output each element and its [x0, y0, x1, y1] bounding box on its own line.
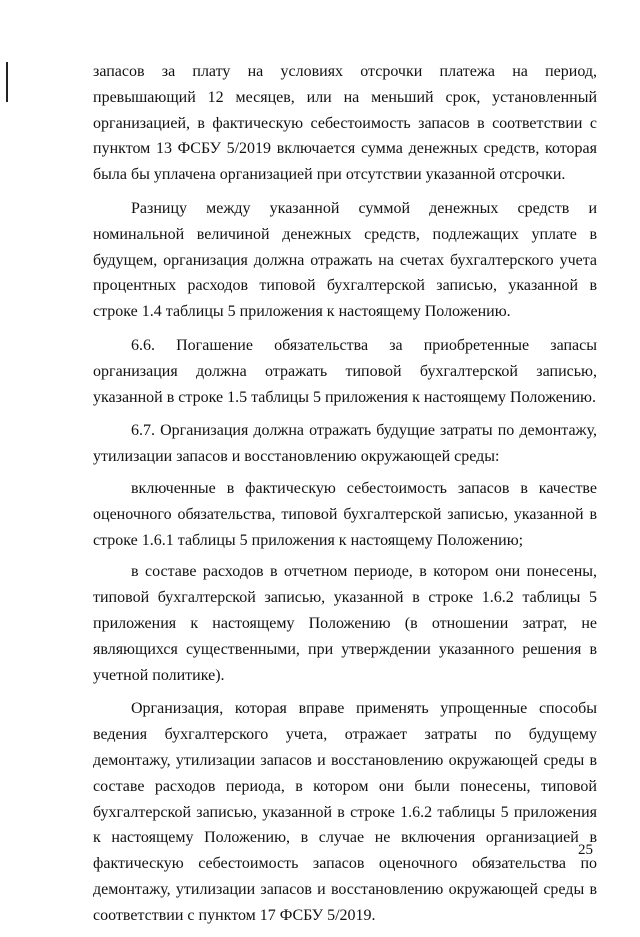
paragraph-continuation: запасов за плату на условиях отсрочки платежа на период, превышающий 12 месяцев, или на меньший срок, установленный организацией, в фактическую себестоимость запасов в соответствии с пунктом 13 ФСБУ 5/2019 включается сумма денежных средств, которая была бы уплачена организацией при отсутствии указанной отсрочки.	[93, 63, 597, 184]
document-body	[93, 59, 597, 937]
paragraph-difference: Разницу между указанной суммой денежных средств и номинальной величиной денежных средств, подлежащих уплате в будущем, организация должна отражать на счетах бухгалтерского учета процентных расходов типовой бухгалтерской записью, указанной в строке 1.4 таблицы 5 приложения к настоящему Положению.	[93, 199, 597, 321]
paragraph-simplified-methods: Организация, которая вправе применять упрощенные способы ведения бухгалтерского учета, отражает затраты по будущему демонтажу, утилизации запасов и восстановлению окружающей среды в составе расходов периода, в котором они были понесены, типовой бухгалтерской записью, указанной в строке 1.6.2 таблицы 5 приложения к настоящему Положению, в случае не включения организацией в фактическую себестоимость запасов оценочного обязательства по демонтажу, утилизации запасов и восстановлению окружающей среды в соответствии с пунктом 17 ФСБУ 5/2019.	[93, 700, 597, 924]
paragraph-6-7-item-1: включенные в фактическую себестоимость запасов в качестве оценочного обязательства, типовой бухгалтерской записью, указанной в строке 1.6.1 таблицы 5 приложения к настоящему Положению;	[93, 479, 597, 549]
paragraph-6-7-item-2: в составе расходов в отчетном периоде, в котором они понесены, типовой бухгалтерской записью, указанной в строке 1.6.2 таблицы 5 приложения к настоящему Положению (в отношении затрат, не являющихся существенными, при утверждении указанного решения в учетной политике).	[93, 563, 597, 684]
paragraph-6-6: 6.6. Погашение обязательства за приобретенные запасы организация должна отражать типовой бухгалтерской записью, указанной в строке 1.5 таблицы 5 приложения к настоящему Положению.	[93, 336, 597, 406]
page-number: 25	[578, 842, 593, 858]
margin-mark	[6, 62, 8, 102]
paragraph-6-7: 6.7. Организация должна отражать будущие затраты по демонтажу, утилизации запасов и восстановлению окружающей среды:	[93, 422, 597, 466]
